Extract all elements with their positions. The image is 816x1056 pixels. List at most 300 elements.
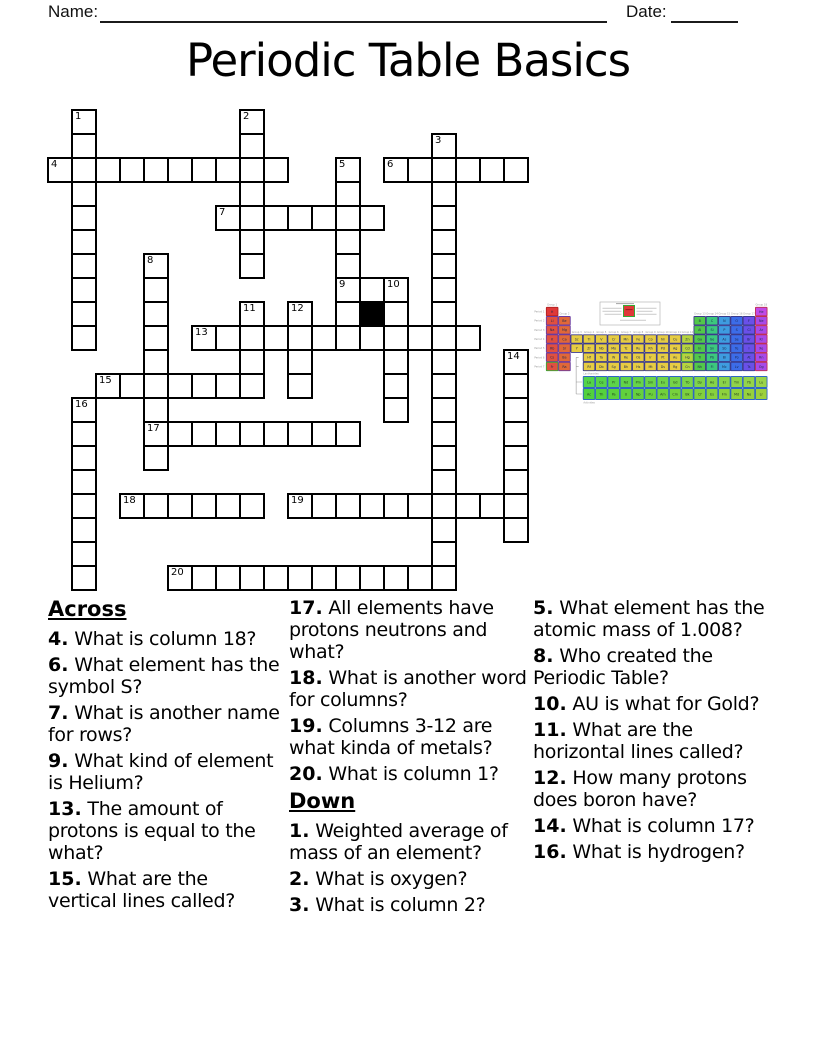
page-title: Periodic Table Basics [185, 34, 631, 87]
crossword-cell [71, 181, 97, 207]
crossword-cell [503, 493, 529, 519]
crossword-cell [335, 325, 361, 351]
svg-text:U: U [624, 392, 628, 397]
crossword-cell [335, 229, 361, 255]
crossword-cell-number: 1 [75, 111, 82, 122]
crossword-cell [143, 421, 169, 447]
crossword-cell [431, 205, 457, 231]
svg-text:Sn: Sn [709, 346, 715, 351]
svg-text:Cr: Cr [611, 337, 616, 342]
crossword-cell [143, 253, 169, 279]
svg-text:S: S [735, 328, 738, 333]
crossword-cell [479, 493, 505, 519]
crossword-cell [311, 325, 337, 351]
svg-text:Na: Na [549, 328, 555, 333]
crossword-grid [48, 110, 531, 593]
svg-text:Sr: Sr [562, 346, 567, 351]
svg-text:Mn: Mn [623, 337, 629, 342]
clue-number: 12. [533, 767, 567, 789]
crossword-cell [71, 517, 97, 543]
clue-number: 17. [289, 597, 323, 619]
svg-text:Cd: Cd [685, 346, 690, 351]
svg-text:Mt: Mt [648, 364, 653, 369]
svg-text:Pd: Pd [660, 346, 665, 351]
svg-text:Be: Be [562, 319, 567, 324]
svg-text:Pm: Pm [635, 380, 641, 385]
crossword-cell [431, 349, 457, 375]
crossword-cell-number: 4 [51, 159, 58, 170]
clue-number: 8. [533, 645, 554, 667]
crossword-cell [359, 277, 385, 303]
clue-heading-down: Down [289, 789, 356, 813]
svg-text:Hg: Hg [685, 355, 690, 360]
crossword-cell-number: 12 [291, 303, 304, 314]
crossword-cell [287, 205, 313, 231]
svg-text:At: At [747, 355, 751, 360]
crossword-cell [383, 157, 409, 183]
crossword-cell [335, 301, 361, 327]
svg-text:C: C [710, 319, 714, 324]
svg-text:Bh: Bh [623, 364, 629, 369]
svg-text:Og: Og [758, 364, 764, 369]
crossword-cell [335, 421, 361, 447]
crossword-cell [71, 301, 97, 327]
svg-text:V: V [600, 337, 603, 342]
svg-text:He: He [758, 309, 764, 314]
crossword-cell [383, 373, 409, 399]
crossword-cell [503, 469, 529, 495]
svg-text:Ac: Ac [587, 392, 592, 397]
crossword-cell-number: 13 [195, 327, 208, 338]
clue-number: 6. [48, 654, 69, 676]
svg-text:Group 16: Group 16 [730, 312, 743, 316]
clue-item: 13. The amount of protons is equal to the what? [48, 798, 256, 864]
svg-text:P: P [723, 328, 726, 333]
svg-text:K: K [551, 337, 554, 342]
clue-number: 1. [289, 820, 310, 842]
crossword-cell [239, 373, 265, 399]
crossword-cell [143, 397, 169, 423]
crossword-cell-number: 2 [243, 111, 250, 122]
crossword-cell [431, 469, 457, 495]
crossword-cell [71, 541, 97, 567]
clue-item: 9. What kind of element is Helium? [48, 750, 274, 794]
svg-text:Tl: Tl [698, 355, 702, 360]
svg-text:Tb: Tb [685, 380, 690, 385]
svg-text:Period 5: Period 5 [534, 347, 545, 351]
svg-text:Lu: Lu [759, 380, 764, 385]
crossword-cell [407, 325, 433, 351]
periodic-table-image [532, 290, 772, 406]
crossword-cell [311, 493, 337, 519]
crossword-cell [287, 421, 313, 447]
crossword-cell [263, 157, 289, 183]
svg-text:Li: Li [550, 319, 554, 324]
crossword-cell [239, 301, 265, 327]
svg-text:W: W [612, 355, 616, 360]
svg-text:Sg: Sg [611, 364, 616, 369]
crossword-cell [239, 565, 265, 591]
svg-text:In: In [698, 346, 702, 351]
svg-text:As: As [722, 337, 727, 342]
svg-text:Ca: Ca [562, 337, 567, 342]
svg-text:Rf: Rf [587, 364, 591, 369]
crossword-cell [215, 325, 241, 351]
clue-item: 10. AU is what for Gold? [533, 693, 760, 715]
periodic-table-svg [532, 290, 772, 406]
clue-item: 12. How many protons does boron have? [533, 767, 747, 811]
crossword-cell [71, 109, 97, 135]
svg-text:Ge: Ge [709, 337, 715, 342]
crossword-cell-number: 7 [219, 207, 226, 218]
crossword-cell [215, 421, 241, 447]
crossword-cell [191, 565, 217, 591]
clue-item: 6. What element has the symbol S? [48, 654, 280, 698]
crossword-cell [287, 373, 313, 399]
crossword-cell [431, 493, 457, 519]
svg-text:Np: Np [635, 392, 641, 397]
date-label: Date: [626, 2, 667, 21]
crossword-cell [335, 277, 361, 303]
crossword-black-cell [359, 301, 385, 327]
crossword-cell [191, 373, 217, 399]
svg-text:Os: Os [636, 355, 641, 360]
clue-column-2 [289, 597, 531, 920]
crossword-cell [455, 493, 481, 519]
crossword-cell [239, 205, 265, 231]
crossword-cell [167, 421, 193, 447]
svg-text:Actinides: Actinides [583, 401, 595, 405]
svg-text:Fl: Fl [710, 364, 714, 369]
crossword-cell [215, 157, 241, 183]
crossword-cell [167, 157, 193, 183]
crossword-cell-number: 3 [435, 135, 442, 146]
crossword-cell [431, 277, 457, 303]
clue-number: 7. [48, 702, 69, 724]
svg-text:Ba: Ba [562, 355, 567, 360]
svg-text:Hs: Hs [636, 364, 641, 369]
crossword-cell [359, 205, 385, 231]
crossword-cell-number: 11 [243, 303, 256, 314]
crossword-cell [287, 301, 313, 327]
svg-text:Zr: Zr [587, 346, 591, 351]
crossword-cell [431, 253, 457, 279]
crossword-cell [215, 565, 241, 591]
clue-number: 16. [533, 841, 567, 863]
svg-text:Group 17: Group 17 [743, 312, 755, 316]
crossword-cell [239, 133, 265, 159]
crossword-cell-number: 15 [99, 375, 112, 386]
crossword-cell [215, 205, 241, 231]
clue-number: 9. [48, 750, 69, 772]
crossword-cell [503, 349, 529, 375]
clue-column-3 [533, 597, 781, 867]
crossword-cell [71, 421, 97, 447]
svg-text:Se: Se [734, 337, 739, 342]
svg-text:Cf: Cf [698, 392, 702, 397]
svg-text:Rb: Rb [549, 346, 555, 351]
crossword-cell [167, 493, 193, 519]
crossword-cell [71, 229, 97, 255]
svg-text:Ru: Ru [636, 346, 641, 351]
svg-text:B: B [698, 319, 701, 324]
svg-text:Group 18: Group 18 [755, 303, 768, 307]
svg-text:Cl: Cl [747, 328, 751, 333]
clue-item: 8. Who created the Periodic Table? [533, 645, 713, 689]
crossword-cell [431, 397, 457, 423]
crossword-cell [311, 421, 337, 447]
svg-text:La: La [587, 380, 591, 385]
crossword-cell [71, 445, 97, 471]
crossword-cell [263, 205, 289, 231]
clue-item: 5. What element has the atomic mass of 1.008? [533, 597, 765, 641]
svg-text:O: O [735, 319, 738, 324]
svg-text:Zn: Zn [685, 337, 690, 342]
svg-text:Fr: Fr [550, 364, 554, 369]
svg-text:Sb: Sb [722, 346, 727, 351]
crossword-cell [71, 469, 97, 495]
crossword-cell-number: 19 [291, 495, 304, 506]
clue-column-1 [48, 597, 281, 916]
crossword-cell [71, 157, 97, 183]
clue-number: 10. [533, 693, 567, 715]
svg-text:Lr: Lr [759, 392, 763, 397]
date-blank-line [671, 5, 738, 23]
svg-text:Gd: Gd [672, 380, 678, 385]
crossword-cell [143, 325, 169, 351]
crossword-cell [191, 493, 217, 519]
clue-item: 2. What is oxygen? [289, 868, 468, 890]
svg-text:Group 2: Group 2 [559, 312, 570, 316]
svg-text:Period 1: Period 1 [534, 310, 545, 314]
svg-text:Sm: Sm [647, 380, 654, 385]
svg-text:Ti: Ti [587, 337, 591, 342]
svg-text:Ni: Ni [661, 337, 665, 342]
svg-text:Period 3: Period 3 [534, 328, 545, 332]
crossword-cell [407, 493, 433, 519]
clue-item: 19. Columns 3-12 are what kinda of metals? [289, 715, 493, 759]
clue-item: 11. What are the horizontal lines called? [533, 719, 744, 763]
crossword-cell-number: 6 [387, 159, 394, 170]
crossword-cell [335, 493, 361, 519]
svg-text:Y: Y [575, 346, 578, 351]
crossword-cell [359, 565, 385, 591]
svg-text:Rg: Rg [672, 364, 678, 369]
svg-text:Pu: Pu [648, 392, 653, 397]
crossword-cell [407, 565, 433, 591]
svg-text:Group 12: Group 12 [681, 330, 694, 334]
crossword-cell [431, 541, 457, 567]
svg-text:Th: Th [599, 392, 604, 397]
clue-number: 19. [289, 715, 323, 737]
clue-number: 15. [48, 868, 82, 890]
svg-text:Er: Er [722, 380, 727, 385]
svg-text:Lv: Lv [734, 364, 739, 369]
crossword-cell [119, 493, 145, 519]
svg-text:Lanthanides: Lanthanides [583, 372, 599, 376]
clue-item: 3. What is column 2? [289, 894, 486, 916]
clue-item: 7. What is another name for rows? [48, 702, 280, 746]
svg-text:Pr: Pr [612, 380, 616, 385]
crossword-cell [335, 565, 361, 591]
svg-text:Hf: Hf [587, 355, 591, 360]
svg-text:Group 7: Group 7 [620, 330, 631, 334]
svg-text:Co: Co [648, 337, 653, 342]
crossword-cell [287, 565, 313, 591]
crossword-cell [287, 325, 313, 351]
crossword-cell [215, 493, 241, 519]
crossword-cell-number: 16 [75, 399, 88, 410]
clue-number: 11. [533, 719, 567, 741]
svg-text:Mg: Mg [561, 328, 567, 333]
crossword-cell [383, 301, 409, 327]
crossword-cell [71, 253, 97, 279]
svg-text:Cu: Cu [672, 337, 678, 342]
clue-number: 18. [289, 667, 323, 689]
svg-text:Re: Re [623, 355, 629, 360]
crossword-cell [431, 325, 457, 351]
crossword-cell [239, 157, 265, 183]
clue-number: 14. [533, 815, 567, 837]
crossword-cell [71, 565, 97, 591]
svg-text:Sc: Sc [574, 337, 579, 342]
crossword-cell [311, 565, 337, 591]
svg-text:Nd: Nd [623, 380, 629, 385]
crossword-cell-number: 5 [339, 159, 346, 170]
crossword-cell [143, 277, 169, 303]
crossword-cell [431, 301, 457, 327]
name-label: Name: [48, 2, 99, 21]
crossword-cell [239, 253, 265, 279]
svg-text:Po: Po [734, 355, 739, 360]
crossword-cell [239, 325, 265, 351]
svg-text:Pa: Pa [611, 392, 616, 397]
svg-text:Cm: Cm [672, 392, 678, 397]
svg-text:Group 3: Group 3 [571, 330, 582, 334]
crossword-cell [191, 157, 217, 183]
svg-text:Ne: Ne [759, 319, 764, 324]
svg-text:Db: Db [599, 364, 604, 369]
svg-text:Group 4: Group 4 [584, 330, 595, 334]
svg-text:Cn: Cn [685, 364, 690, 369]
crossword-cell [431, 445, 457, 471]
crossword-cell [239, 109, 265, 135]
clue-number: 2. [289, 868, 310, 890]
svg-text:Yb: Yb [746, 380, 752, 385]
crossword-cell-number: 14 [507, 351, 520, 362]
crossword-cell [143, 301, 169, 327]
clue-number: 13. [48, 798, 82, 820]
crossword-cell-number: 8 [147, 255, 154, 266]
crossword-cell [143, 157, 169, 183]
crossword-cell [431, 229, 457, 255]
name-blank-line [100, 5, 607, 23]
crossword-cell [71, 133, 97, 159]
svg-text:Fe: Fe [636, 337, 641, 342]
svg-text:Xe: Xe [759, 346, 764, 351]
crossword-cell [431, 373, 457, 399]
svg-text:Md: Md [734, 392, 740, 397]
crossword-cell [191, 325, 217, 351]
crossword-cell-number: 17 [147, 423, 160, 434]
svg-text:Period 4: Period 4 [534, 338, 545, 342]
crossword-cell [143, 349, 169, 375]
crossword-cell-number: 9 [339, 279, 346, 290]
crossword-cell [119, 157, 145, 183]
svg-text:Ho: Ho [709, 380, 715, 385]
svg-text:Am: Am [660, 392, 666, 397]
crossword-cell [383, 349, 409, 375]
svg-text:Bi: Bi [722, 355, 726, 360]
svg-text:Br: Br [747, 337, 751, 342]
svg-text:Bk: Bk [685, 392, 690, 397]
crossword-cell [95, 373, 121, 399]
crossword-cell [335, 157, 361, 183]
clue-item: 4. What is column 18? [48, 628, 257, 650]
crossword-cell [191, 421, 217, 447]
svg-text:N: N [723, 319, 726, 324]
crossword-cell [71, 325, 97, 351]
svg-text:Period 2: Period 2 [534, 319, 545, 323]
crossword-cell [239, 181, 265, 207]
crossword-cell [431, 181, 457, 207]
svg-text:Rn: Rn [759, 355, 764, 360]
svg-text:Pt: Pt [661, 355, 665, 360]
clue-item: 18. What is another word for columns? [289, 667, 527, 711]
svg-text:Ts: Ts [747, 364, 751, 369]
crossword-cell [143, 445, 169, 471]
svg-text:Ir: Ir [649, 355, 652, 360]
crossword-cell [239, 421, 265, 447]
crossword-cell [383, 325, 409, 351]
svg-text:Fm: Fm [721, 392, 727, 397]
svg-text:Ta: Ta [599, 355, 604, 360]
svg-text:F: F [747, 319, 750, 324]
crossword-cell [263, 325, 289, 351]
svg-text:Ag: Ag [672, 346, 678, 351]
clue-number: 5. [533, 597, 554, 619]
crossword-cell [359, 493, 385, 519]
clue-item: 14. What is column 17? [533, 815, 755, 837]
crossword-cell [239, 493, 265, 519]
crossword-cell [407, 157, 433, 183]
svg-text:Tc: Tc [624, 346, 628, 351]
crossword-cell [263, 565, 289, 591]
crossword-cell [431, 517, 457, 543]
crossword-cell [455, 157, 481, 183]
crossword-cell [335, 205, 361, 231]
svg-text:No: No [746, 392, 752, 397]
crossword-cell [71, 277, 97, 303]
crossword-cell-number: 18 [123, 495, 136, 506]
crossword-cell [503, 397, 529, 423]
crossword-cell [383, 277, 409, 303]
svg-text:Group 15: Group 15 [718, 312, 731, 316]
clue-item: 20. What is column 1? [289, 763, 499, 785]
svg-text:I: I [748, 346, 750, 351]
crossword-cell [143, 493, 169, 519]
svg-text:Group 8: Group 8 [633, 330, 644, 334]
crossword-cell [119, 373, 145, 399]
clue-number: 4. [48, 628, 69, 650]
svg-text:Ds: Ds [660, 364, 665, 369]
crossword-cell-number: 10 [387, 279, 400, 290]
svg-text:Al: Al [698, 328, 702, 333]
svg-text:Dy: Dy [697, 380, 702, 385]
crossword-cell [431, 133, 457, 159]
svg-text:Ar: Ar [759, 328, 764, 333]
svg-text:Nh: Nh [697, 364, 703, 369]
